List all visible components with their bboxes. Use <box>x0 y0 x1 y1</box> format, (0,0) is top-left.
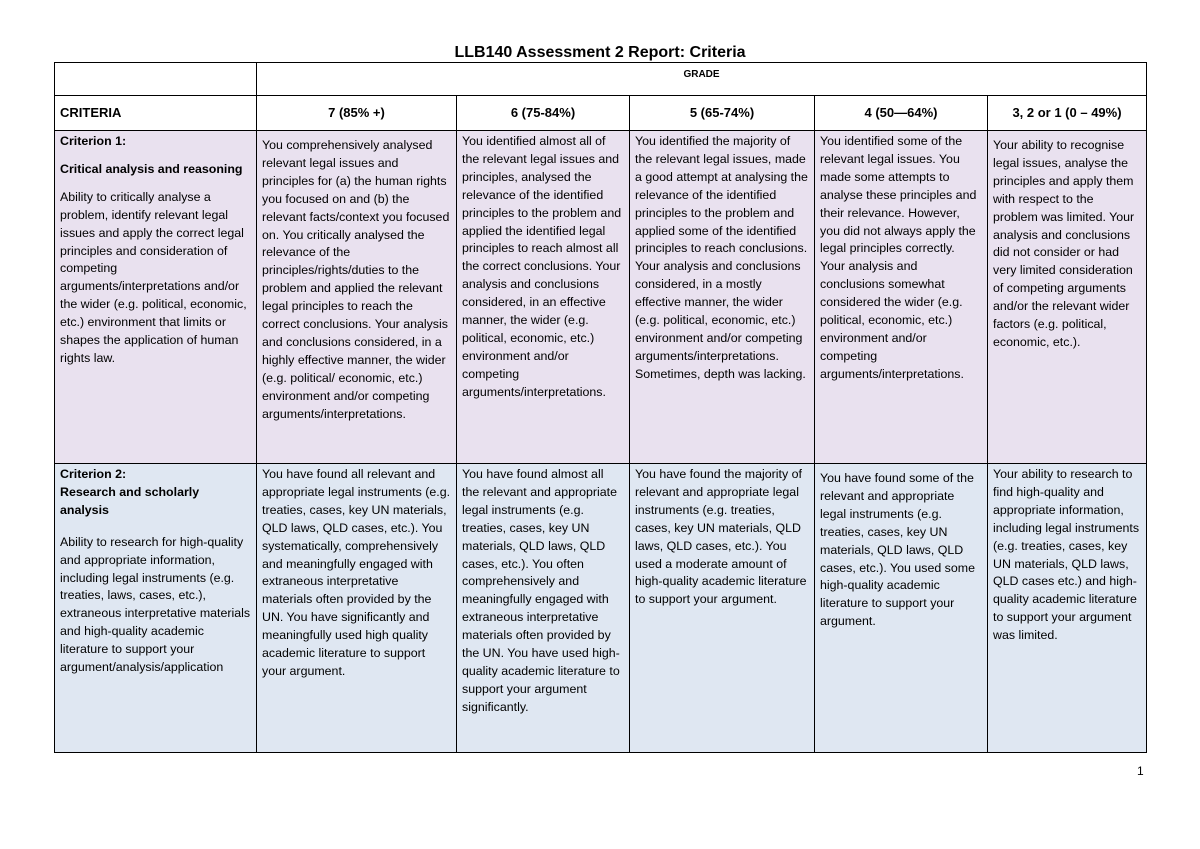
grade-header-7: 7 (85% +) <box>257 96 457 131</box>
criterion-cell <box>55 464 257 753</box>
criteria-header: CRITERIA <box>55 96 257 131</box>
grade-descriptor-3-2-1: Your ability to research to find high-quality and appropriate information, including legal instruments (e.g. treaties, cases, key UN materials, QLD laws, QLD cases etc.) and high-quality academic literature to support your argument was limited. <box>988 464 1147 753</box>
grade-descriptor-5: You identified the majority of the relevant legal issues, made a good attempt at analysing the relevance of the identified principles to the problem and applied some of the identified principles to reach conclusions. Your analysis and conclusions considered, in a mostly effective manner, the wider (e.g. political, economic, etc.) environment and/or competing arguments/interpretations. Sometimes, depth was lacking. <box>630 131 815 464</box>
grade-descriptor-6: You have found almost all the relevant and appropriate legal instruments (e.g. treaties, cases, key UN materials, QLD laws, QLD cases, etc.). You often comprehensively and meaningfully engaged with extraneous interpretative materials often provided by the UN. You have used high-quality academic literature to support your argument significantly. <box>457 464 630 753</box>
criterion-title: Criterion 1: <box>60 134 127 148</box>
grade-descriptor-4: You identified some of the relevant legal issues. You made some attempts to analyse these principles and their relevance. However, you did not always apply the legal principles correctly. Your analysis and conclusions somewhat considered the wider (e.g. political, economic, etc.) environment and/or competing arguments/interpretations. <box>815 131 988 464</box>
criterion-subtitle: Critical analysis and reasoning <box>60 161 243 176</box>
criterion-cell <box>55 131 257 464</box>
grade-header-4: 4 (50—64%) <box>815 96 988 131</box>
document-title: LLB140 Assessment 2 Report: Criteria <box>454 44 746 61</box>
criterion-subtitle: Research and scholarly analysis <box>60 484 200 517</box>
criteria-table <box>54 62 1147 753</box>
grade-label: GRADE <box>257 63 1147 96</box>
column-header-row <box>55 96 1147 131</box>
grade-descriptor-4: You have found some of the relevant and appropriate legal instruments (e.g. treaties, cases, key UN materials, QLD laws, QLD cases, etc.). You used some high-quality academic literature to support your argument. <box>815 464 988 753</box>
criterion-row <box>55 464 1147 753</box>
grade-header-5: 5 (65-74%) <box>630 96 815 131</box>
grade-descriptor-5: You have found the majority of relevant and appropriate legal instruments (e.g. treaties, cases, key UN materials, QLD laws, QLD cases, etc.). You used a moderate amount of high-quality academic literature to support your argument. <box>630 464 815 753</box>
page-number: 1 <box>1137 764 1144 778</box>
grade-header-6: 6 (75-84%) <box>457 96 630 131</box>
grade-descriptor-7: You comprehensively analysed relevant legal issues and principles for (a) the human rights you focused on and (b) the relevant facts/context you focused on. You critically analysed the relevance of the principles/rights/duties to the problem and applied the relevant legal principles to reach the correct conclusions. Your analysis and conclusions considered, in a highly effective manner, the wider (e.g. political/ economic, etc.) environment and/or competing arguments/interpretations. <box>257 131 457 464</box>
grade-header-3-2-1: 3, 2 or 1 (0 – 49%) <box>988 96 1147 131</box>
empty-corner-cell <box>55 63 257 96</box>
grade-descriptor-3-2-1: Your ability to recognise legal issues, analyse the principles and apply them with respect to the problem was limited. Your analysis and conclusions did not consider or had very limited consideration of competing arguments and/or the relevant wider factors (e.g. political, economic, etc.). <box>988 131 1147 464</box>
grade-header-row <box>55 63 1147 96</box>
criterion-description: Ability to research for high-quality and appropriate information, including legal instruments (e.g. treaties, laws, cases, etc.), extraneous interpretative materials and high-quality academic literature to support your argument/analysis/application <box>60 534 251 675</box>
criterion-description: Ability to critically analyse a problem, identify relevant legal issues and apply the correct legal principles and consideration of competing arguments/interpretations and/or the wider (e.g. political, economic, etc.) environment that limits or shapes the application of human rights law. <box>60 189 247 365</box>
criterion-row <box>55 131 1147 464</box>
grade-descriptor-7: You have found all relevant and appropriate legal instruments (e.g. treaties, cases, key UN materials, QLD laws, QLD cases, etc.). You systematically, comprehensively and meaningfully engaged with extraneous interpretative materials often provided by the UN. You have significantly and meaningfully used high quality academic literature to support your argument. <box>257 464 457 753</box>
criterion-title: Criterion 2: <box>60 467 127 481</box>
grade-descriptor-6: You identified almost all of the relevant legal issues and principles, analysed the relevance of the identified principles to the problem and applied the identified legal principles to reach almost all the correct conclusions. Your analysis and conclusions considered, in an effective manner, the wider (e.g. political, economic, etc.) environment and/or competing arguments/interpretations. <box>457 131 630 464</box>
